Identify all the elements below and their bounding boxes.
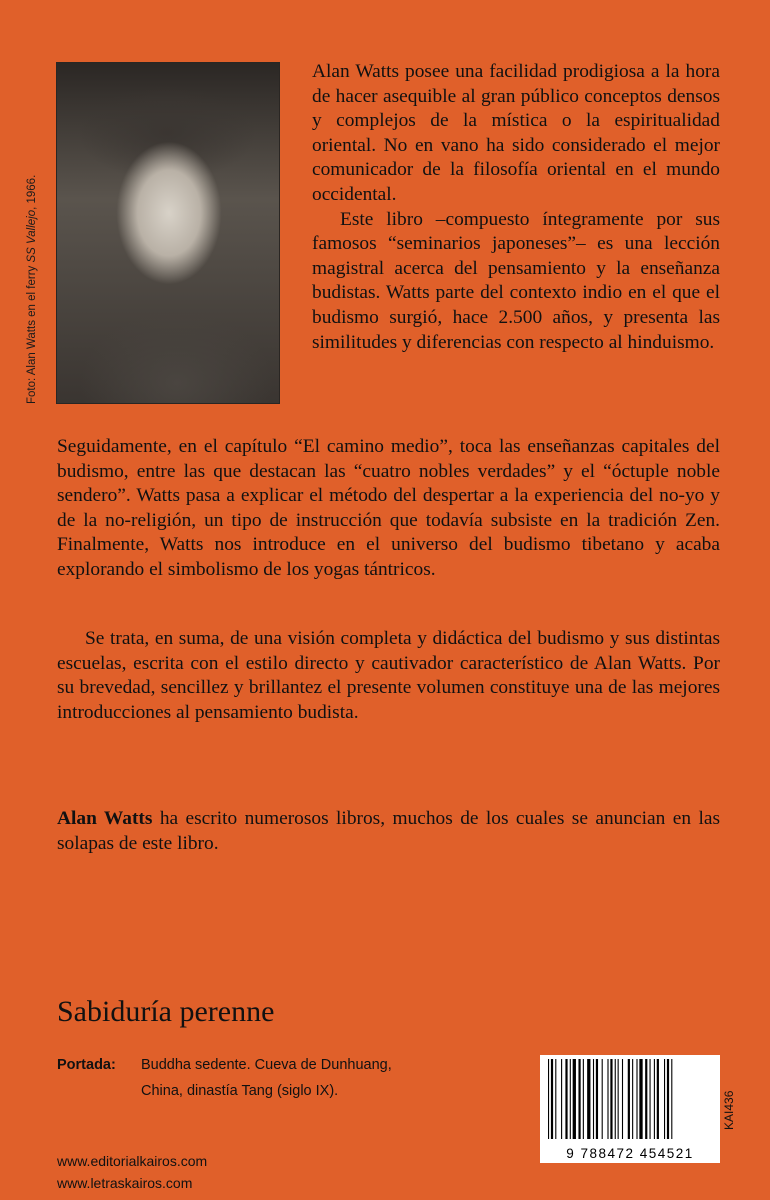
- caption-suffix: , 1966.: [26, 174, 38, 210]
- barcode-bar: [615, 1059, 616, 1139]
- barcode-bar: [610, 1059, 612, 1139]
- barcode-bar: [664, 1059, 665, 1139]
- barcode-bar: [618, 1059, 619, 1139]
- barcode-bar: [667, 1059, 669, 1139]
- barcode-bar: [596, 1059, 598, 1139]
- barcode-bar: [607, 1059, 608, 1139]
- barcode-bar: [657, 1059, 659, 1139]
- barcode-bars: [546, 1059, 714, 1139]
- caption-ship: SS Vallejo: [26, 209, 38, 263]
- barcode: [540, 1055, 720, 1163]
- barcode-bar: [622, 1059, 623, 1139]
- barcode-bar: [565, 1059, 567, 1139]
- barcode-bar: [632, 1059, 633, 1139]
- series-title: Sabiduría perenne: [57, 995, 275, 1028]
- column-text: [312, 60, 720, 355]
- barcode-bar: [578, 1059, 580, 1139]
- barcode-bar: [593, 1059, 594, 1139]
- paragraph-2: Este libro –compuesto íntegramente por sus famosos “seminarios japoneses”– es una lección magistral acerca del pensamiento y la enseñanza budistas. Watts parte del contexto indio en el que el budismo surgió, hace 2.500 años, y presenta las similitudes y diferencias con respecto al hinduismo.: [312, 208, 720, 353]
- cover-credit: [57, 1052, 392, 1104]
- caption-prefix: Foto: Alan Watts en el ferry: [26, 262, 38, 404]
- cover-credit-line-2: China, dinastía Tang (siglo IX).: [141, 1083, 339, 1099]
- cover-credit-line-1: Buddha sedente. Cueva de Dunhuang,: [141, 1057, 392, 1073]
- barcode-bar: [555, 1059, 556, 1139]
- barcode-bar: [636, 1059, 637, 1139]
- paragraph-3: Se trata, en suma, de una visión completa y didáctica del budismo y sus distintas escuelas, escrita con el estilo directo y cautivador característico de Alan Watts. Por su brevedad, sencillez y brillantez el presente volumen constituye una de las mejores introducciones al pensamiento budista.: [57, 628, 720, 723]
- barcode-bar: [654, 1059, 655, 1139]
- barcode-bar: [628, 1059, 630, 1139]
- barcode-bar: [671, 1059, 672, 1139]
- barcode-bar: [645, 1059, 647, 1139]
- barcode-bar: [561, 1059, 562, 1139]
- author-note-text: ha escrito numerosos libros, muchos de los cuales se anuncian en las solapas de este libro.: [57, 808, 720, 854]
- photo-caption: [26, 104, 42, 404]
- barcode-bar: [573, 1059, 576, 1139]
- barcode-bar: [548, 1059, 549, 1139]
- author-name: Alan Watts: [57, 808, 153, 829]
- barcode-bar: [639, 1059, 642, 1139]
- barcode-number: 9 788472 454521: [566, 1146, 694, 1161]
- paragraph-1: Alan Watts posee una facilidad prodigiosa a la hora de hacer asequible al gran público conceptos densos y complejos de la mística o la espiritualidad oriental. No en vano ha sido considerado el mejor comunicador de la filosofía oriental en el mundo occidental.: [312, 61, 720, 205]
- product-code: KAI436: [722, 1090, 736, 1130]
- url-editorial: www.editorialkairos.com: [57, 1153, 208, 1169]
- cover-credit-label: Portada:: [57, 1057, 116, 1073]
- barcode-bar: [587, 1059, 590, 1139]
- publisher-urls: [57, 1150, 207, 1194]
- url-letras: www.letraskairos.com: [57, 1175, 193, 1191]
- author-note: [57, 807, 720, 856]
- barcode-bar: [650, 1059, 651, 1139]
- paragraph-2-continued: Seguidamente, en el capítulo “El camino medio”, toca las enseñanzas capitales del budismo, entre las que destacan las “cuatro nobles verdades” y el “óctuple noble sendero”. Watts pasa a explicar el método del despertar a la experiencia del no-yo y de la no-religión, un tipo de instrucción que todavía subsiste en la tradición Zen. Finalmente, Watts nos introduce en el universo del budismo tibetano y acaba explorando el simbolismo de los yogas tántricos.: [57, 436, 720, 580]
- barcode-bar: [583, 1059, 584, 1139]
- barcode-bar: [551, 1059, 553, 1139]
- barcode-bar: [570, 1059, 571, 1139]
- barcode-bar: [602, 1059, 603, 1139]
- author-photo: [56, 62, 280, 404]
